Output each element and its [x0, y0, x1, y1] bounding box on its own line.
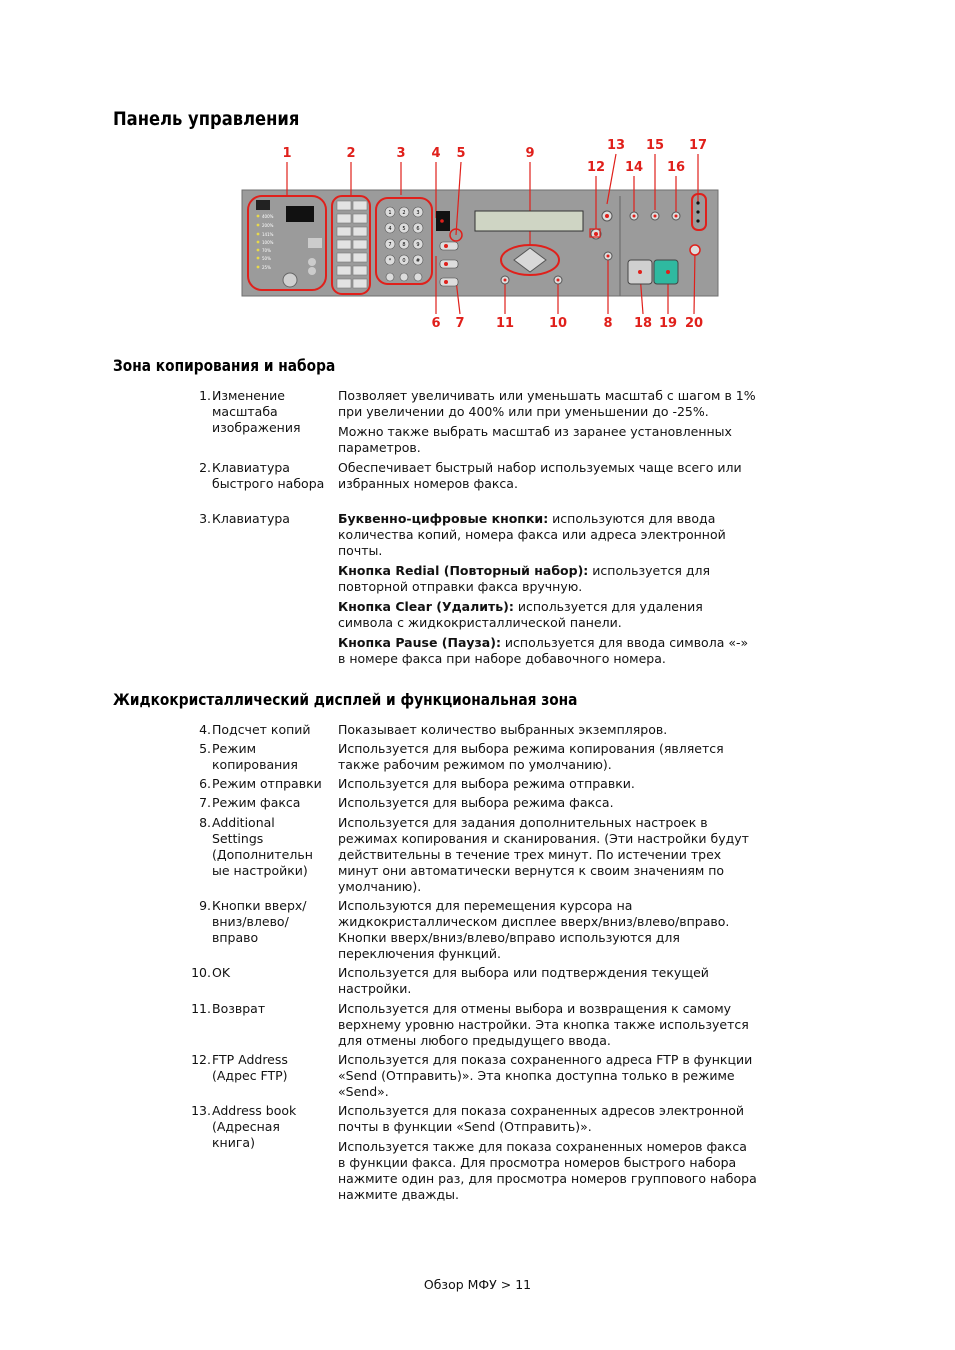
svg-text:3: 3: [416, 210, 420, 216]
callout-3: 3: [396, 146, 406, 161]
control-panel-figure: [240, 138, 720, 338]
svg-text:9: 9: [416, 242, 420, 248]
callout-20: 20: [684, 316, 704, 331]
callout-12: 12: [586, 160, 606, 175]
section-heading-lcd-function: Жидкокристаллический дисплей и функциональная зона: [113, 690, 578, 709]
callout-4: 4: [431, 146, 441, 161]
page-footer: Обзор МФУ > 11: [423, 1277, 532, 1292]
callout-14: 14: [624, 160, 644, 175]
callout-5: 5: [456, 146, 466, 161]
svg-text:141%: 141%: [262, 232, 274, 237]
svg-text:7: 7: [388, 242, 392, 248]
callout-15: 15: [645, 138, 665, 153]
callout-11: 11: [495, 316, 515, 331]
callout-9: 9: [525, 146, 535, 161]
callout-13: 13: [606, 138, 626, 153]
svg-text:400%: 400%: [262, 214, 274, 219]
svg-text:25%: 25%: [262, 265, 271, 270]
svg-text:*: *: [388, 258, 392, 264]
callout-1: 1: [282, 146, 292, 161]
svg-text:#: #: [415, 258, 421, 264]
callout-17: 17: [688, 138, 708, 153]
callout-7: 7: [455, 316, 465, 331]
svg-text:6: 6: [416, 226, 420, 232]
svg-text:100%: 100%: [262, 240, 274, 245]
svg-text:5: 5: [402, 226, 406, 232]
panel-drawing: [240, 138, 720, 338]
svg-text:1: 1: [388, 210, 392, 216]
svg-text:200%: 200%: [262, 223, 274, 228]
callout-6: 6: [431, 316, 441, 331]
callout-10: 10: [548, 316, 568, 331]
svg-text:0: 0: [402, 258, 406, 264]
svg-text:2: 2: [402, 210, 406, 216]
callout-8: 8: [603, 316, 613, 331]
callout-2: 2: [346, 146, 356, 161]
svg-text:8: 8: [402, 242, 406, 248]
callout-18: 18: [633, 316, 653, 331]
section-heading-copy-dial: Зона копирования и набора: [113, 356, 336, 375]
svg-text:4: 4: [388, 226, 392, 232]
callout-16: 16: [666, 160, 686, 175]
svg-text:70%: 70%: [262, 248, 271, 253]
page-title: Панель управления: [113, 108, 300, 130]
callout-19: 19: [658, 316, 678, 331]
svg-text:50%: 50%: [262, 256, 271, 261]
